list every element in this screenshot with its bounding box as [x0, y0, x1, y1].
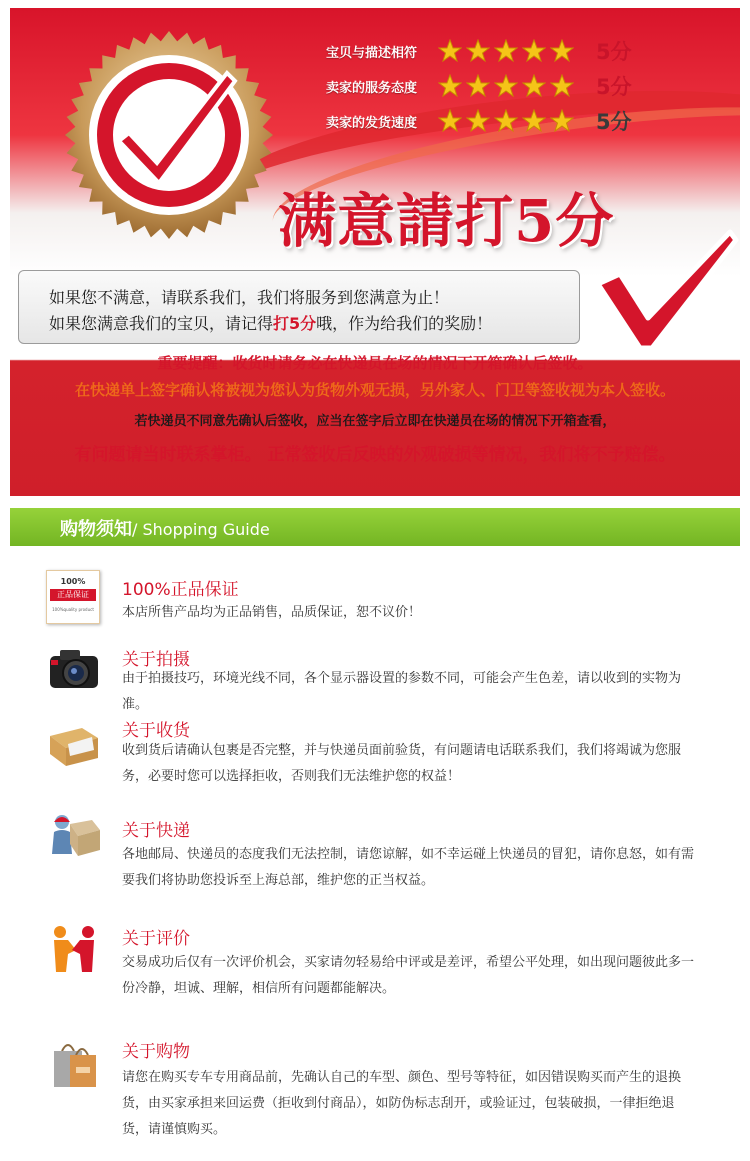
star-icon: [466, 39, 490, 63]
certificate-text: 100%: [60, 577, 86, 586]
rating-score: 5分: [596, 75, 632, 99]
star-icon: [438, 74, 462, 98]
item-title: 关于收货: [122, 721, 190, 741]
shopping-bag-icon: [46, 1039, 102, 1089]
camera-icon: [46, 644, 102, 694]
slogan-title: 满意請打5分: [278, 187, 615, 255]
handshake-icon: [46, 924, 102, 974]
item-title: 关于购物: [122, 1042, 190, 1062]
notice-courier: 若快递员不同意先确认后签收，应当在签字后立即在快递员在场的情况下开箱查看，: [134, 414, 616, 429]
star-icon: [522, 74, 546, 98]
star-icon: [438, 39, 462, 63]
star-icon: [466, 74, 490, 98]
rating-banner: [10, 8, 740, 496]
star-rating: [438, 109, 574, 133]
guide-subtitle: / Shopping Guide: [132, 520, 270, 539]
notice-compensation: 有问题请当时联系掌柜。 正常签收后反映的外观破损等情况，我们将不予赔偿。: [74, 445, 676, 465]
star-icon: [494, 74, 518, 98]
item-description: 各地邮局、快递员的态度我们无法控制，请您谅解，如不幸运碰上快递员的冒犯，请你息怒，如有需要我们将协助您投诉至上海总部，维护您的正当权益。: [122, 847, 695, 888]
notice-important: 重要提醒：收货时请务必在快递员在场的情况下开箱确认后签收。: [157, 354, 593, 372]
guide-title: [60, 515, 270, 541]
rating-row-description: [326, 36, 632, 66]
rating-label: 宝贝与描述相符: [326, 45, 418, 61]
item-description: 本店所售产品均为正品销售，品质保证，恕不议价！: [122, 605, 422, 620]
item-title: 关于快递: [122, 821, 190, 841]
courier-icon: [46, 810, 102, 860]
star-icon: [466, 109, 490, 133]
certificate-icon: [46, 570, 100, 624]
message-highlight: 打5分: [273, 314, 317, 333]
item-description: 请您在购买专车专用商品前，先确认自己的车型、颜色、型号等特征，如因错误购买而产生的退换货，由买家承担来回运费（拒收到付商品），如防伪标志刮开，或验证过，包装破损，一律拒绝退货，请谨慎购买。: [122, 1070, 682, 1137]
star-icon: [550, 74, 574, 98]
rating-score: 5分: [596, 110, 632, 134]
item-description: 交易成功后仅有一次评价机会，买家请勿轻易给中评或是差评，希望公平处理，如出现问题彼此多一份冷静，坦诚、理解，相信所有问题都能解决。: [122, 955, 695, 996]
star-icon: [550, 39, 574, 63]
item-description: 收到货后请确认包裹是否完整，并与快递员面前验货，有问题请电话联系我们，我们将竭诚为您服务，必要时您可以选择拒收，否则我们无法维护您的权益！: [122, 743, 682, 784]
star-icon: [494, 39, 518, 63]
rating-label: 卖家的服务态度: [326, 80, 418, 96]
message-text: 如果您满意我们的宝贝，请记得: [49, 314, 274, 333]
rating-label: 卖家的发货速度: [326, 115, 418, 131]
item-description: 由于拍摄技巧，环境光线不同，各个显示器设置的参数不同，可能会产生色差，请以收到的实物为准。: [122, 671, 682, 712]
notice-signing: 在快递单上签字确认将被视为您认为货物外观无损，另外家人、门卫等签收视为本人签收。: [74, 381, 675, 399]
rating-row-shipping: [326, 106, 632, 136]
item-title: 关于拍摄: [122, 650, 190, 670]
certificate-text: 正品保证: [50, 589, 96, 601]
checkmark-seal-icon: [60, 26, 278, 244]
star-icon: [438, 109, 462, 133]
message-box: [18, 270, 580, 344]
rating-row-service: [326, 71, 632, 101]
star-icon: [522, 109, 546, 133]
checkmark-icon: [590, 226, 740, 356]
star-rating: [438, 39, 574, 63]
star-icon: [494, 109, 518, 133]
item-title: 100%正品保证: [122, 580, 239, 600]
rating-score: 5分: [596, 40, 632, 64]
item-title: 关于评价: [122, 929, 190, 949]
certificate-text: 100%quality product: [52, 607, 94, 612]
message-line: 如果您不满意，请联系我们，我们将服务到您满意为止！: [49, 288, 450, 307]
guide-title-cn: 购物须知: [60, 519, 132, 540]
message-text: 哦，作为给我们的奖励！: [316, 314, 493, 333]
star-rating: [438, 74, 574, 98]
message-line: [49, 311, 492, 334]
package-icon: [46, 718, 102, 768]
star-icon: [522, 39, 546, 63]
shopping-guide-header: [10, 508, 740, 546]
star-icon: [550, 109, 574, 133]
